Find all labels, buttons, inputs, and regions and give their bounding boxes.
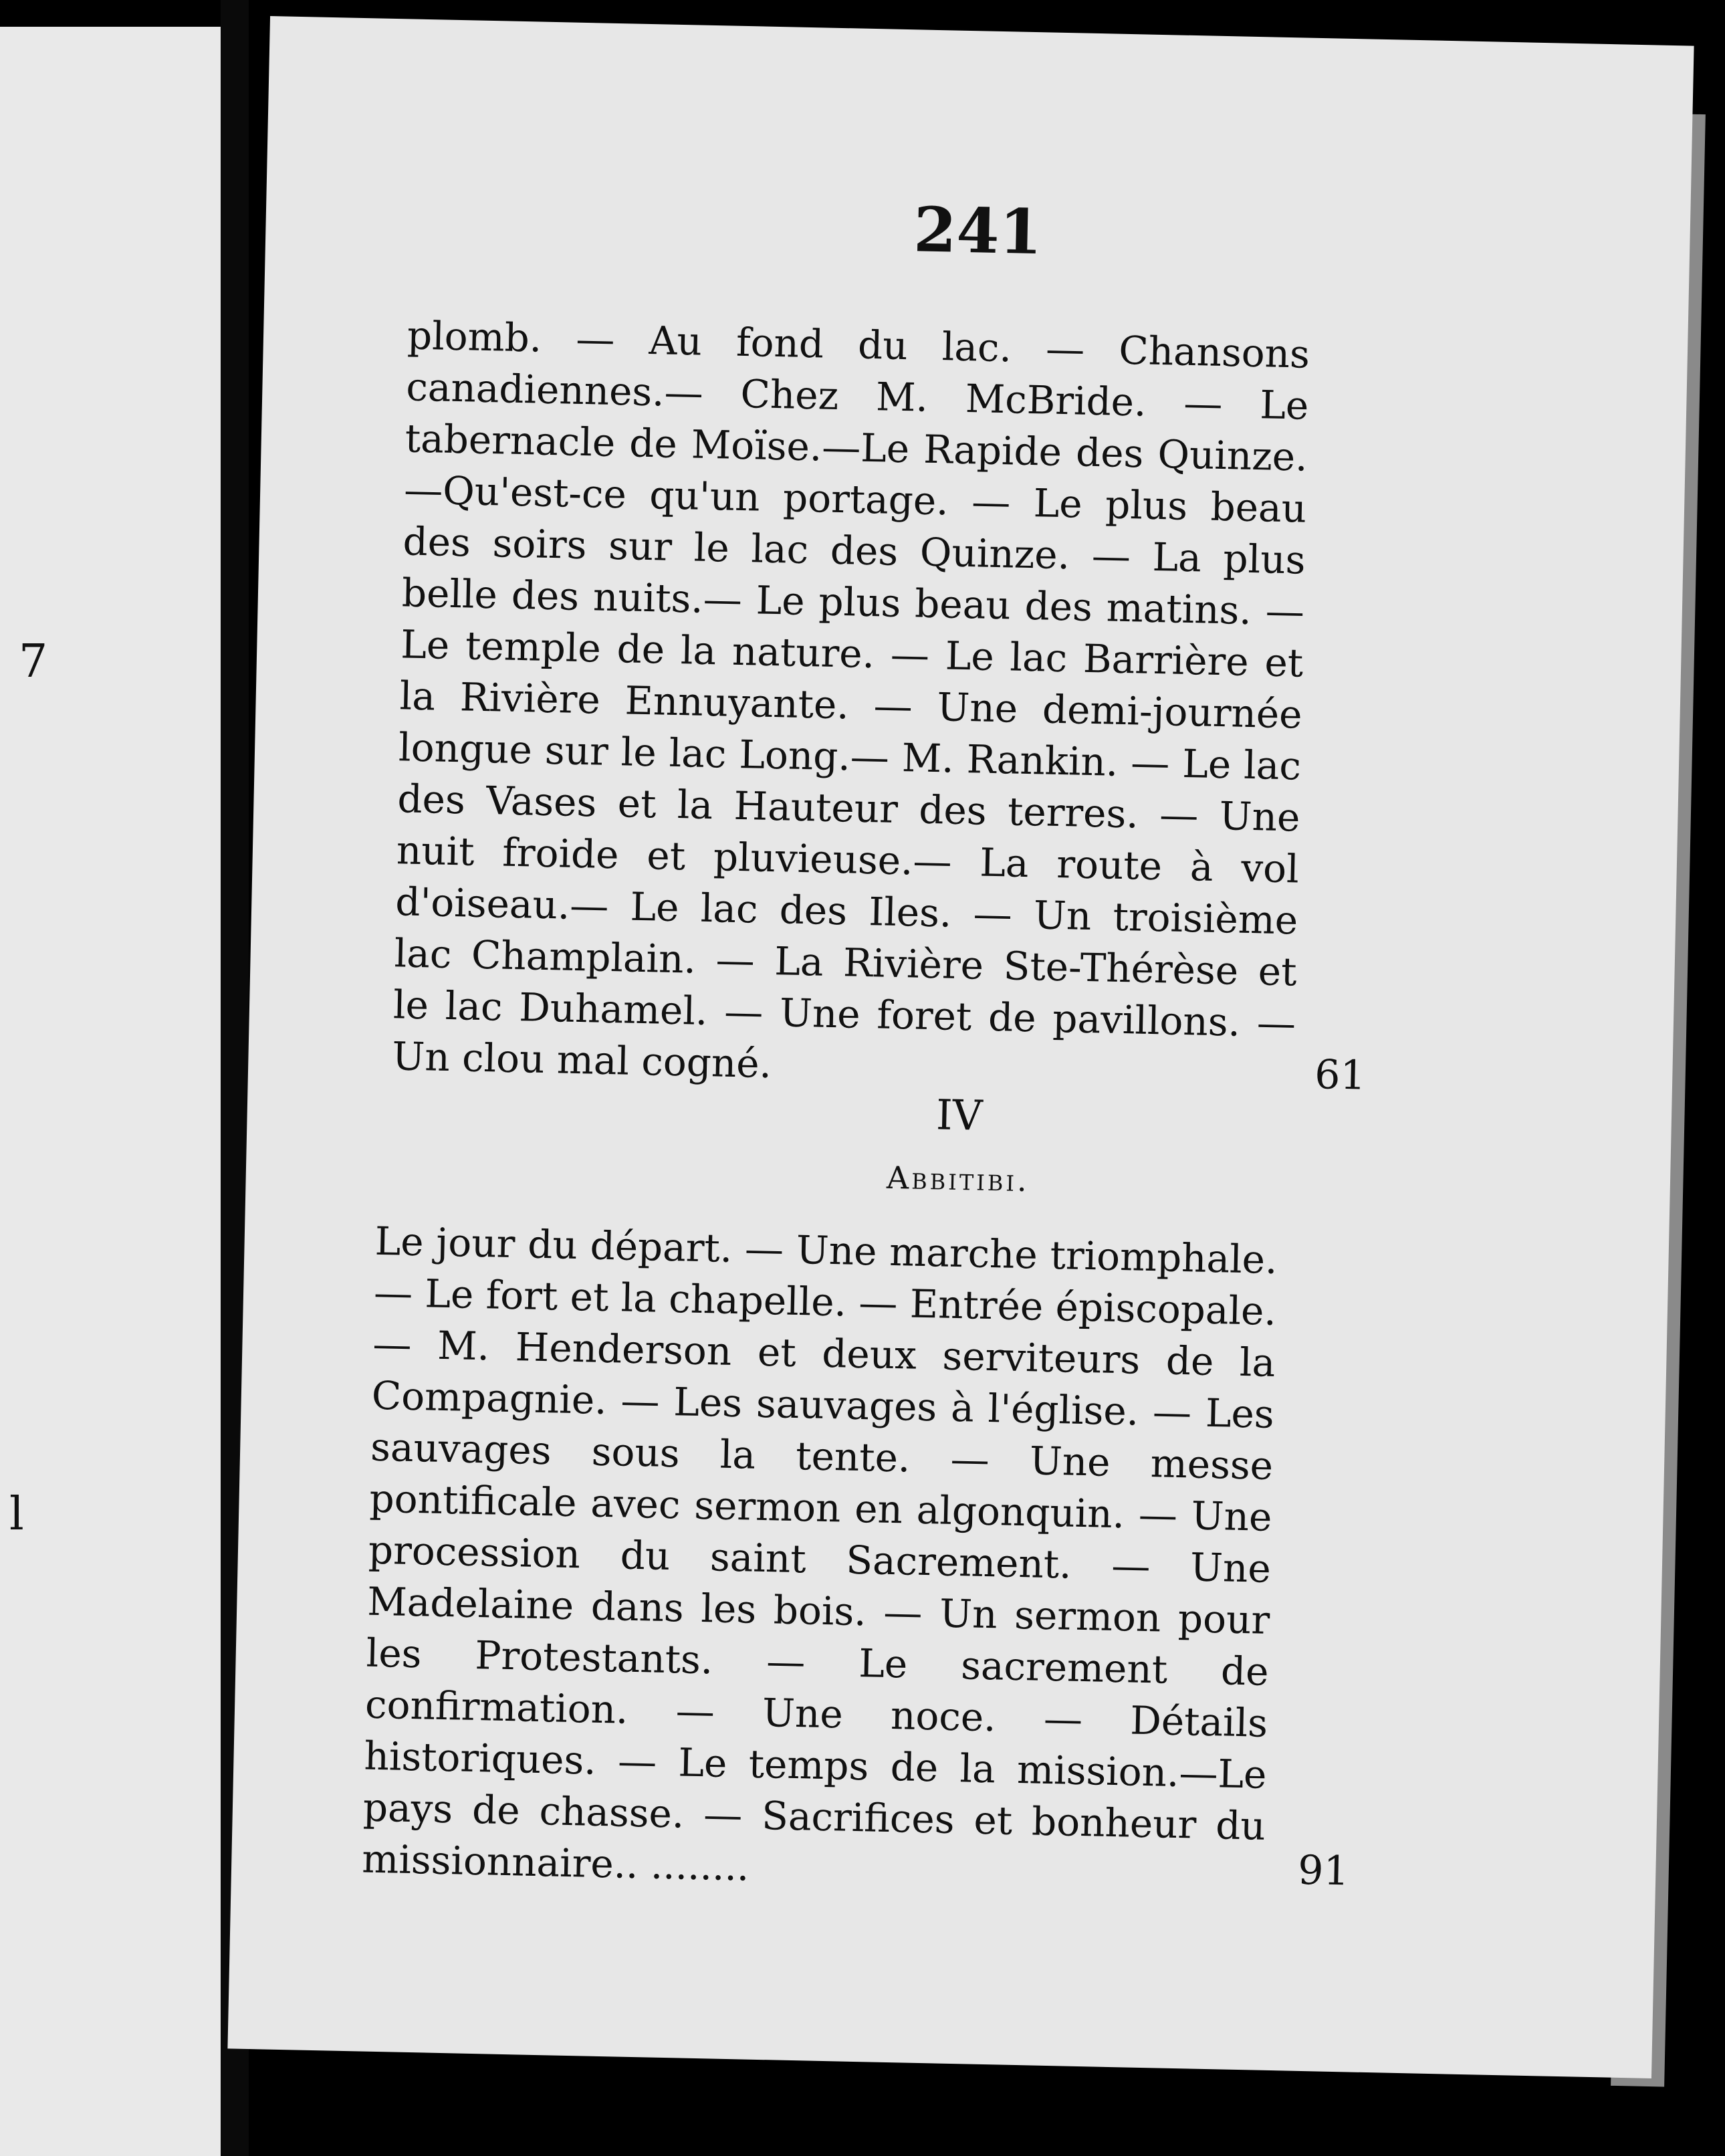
toc-entry-2-page: 91	[1297, 1846, 1350, 1895]
toc-entry-2-text: Le jour du départ. — Une marche triomphale.— Le fort et la chapelle. — Entrée épiscopale. — M. Henderson et deux serviteurs de la Compagnie. — Les sauvages à l'église. — Les sauvages sous la tente. — Une messe pontificale avec sermon en algonquin. — Une procession du saint Sacrement. — Une Madelaine dans les bois. — Un sermon pour les Protestants. — Le sacrement de confirmation. — Une noce. — Détails historiques. — Le temps de la mission.—Le pays de chasse. — Sacrifices et bonheur du missionnaire.. ........	[361, 1218, 1278, 1890]
page-number: 241	[913, 193, 1043, 269]
toc-entry-1-text: plomb. — Au fond du lac. — Chansons canadiennes.— Chez M. McBride. — Le tabernacle de Moïse.—Le Rapide des Quinze.—Qu'est-ce qu'un portage. — Le plus beau des soirs sur le lac des Quinze. — La plus belle des nuits.— Le plus beau des matins. — Le temple de la nature. — Le lac Barrière et la Rivière Ennuyante. — Une demi-journée longue sur le lac Long.— M. Rankin. — Le lac des Vases et la Hauteur des terres. — Une nuit froide et pluvieuse.— La route à vol d'oiseau.— Le lac des Iles. — Un troisième lac Champlain. — La Rivière Ste-Thérèse et le lac Duhamel. — Une foret de pavillons. — Un clou mal cogné.	[391, 312, 1310, 1087]
left-page	[0, 27, 221, 2156]
chapter-title: Abbitibi.	[886, 1159, 1030, 1199]
right-page	[227, 16, 1694, 2078]
chapter-number: IV	[935, 1090, 984, 1140]
margin-mark-top: 7	[19, 635, 48, 688]
margin-mark-bottom: l	[9, 1488, 24, 1541]
toc-entry-1-page: 61	[1314, 1051, 1367, 1099]
